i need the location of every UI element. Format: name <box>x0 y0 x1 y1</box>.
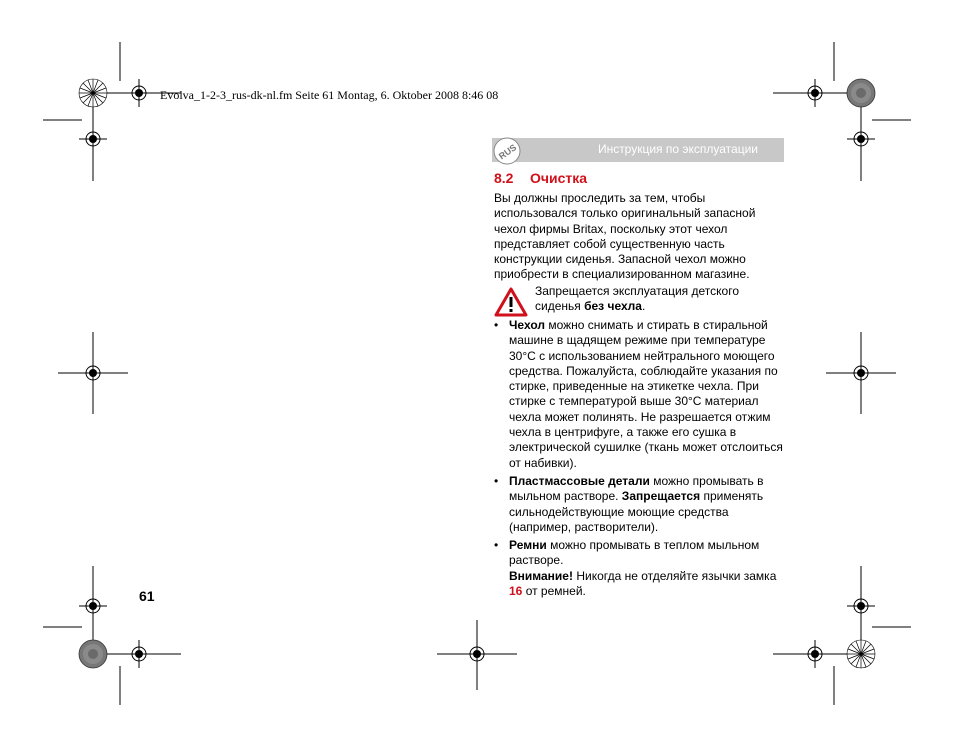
bullet-symbol: • <box>494 473 499 488</box>
warning-text: Запрещается эксплуатация детского сиденья без чехла. <box>535 284 739 314</box>
rus-language-badge <box>492 136 522 166</box>
list-item-cover: • Чехол можно снимать и стирать в стиральной машине в щадящем режиме при температуре 30°C с использованием нейтрального моющего средства. Пожалуйста, соблюдайте указания по стирке, приведенные на этикетке чехла. При стирке с температурой выше 30°C материал чехла может полинять. Не разрешается отжим чехла в центрифуге, а также его сушка в электрической сушилке (ткань может отслоиться от набивки). <box>494 318 783 470</box>
warning-block <box>494 284 786 318</box>
page-number: 61 <box>139 588 155 604</box>
warning-triangle-icon <box>494 287 528 317</box>
list-item-plastic-parts: • Пластмассовые детали можно промывать в мыльном растворе. Запрещается применять сильнодействующие моющие средства (например, растворители). <box>494 473 764 534</box>
section-number: 8.2 <box>494 170 514 186</box>
bullet-symbol: • <box>494 538 499 553</box>
bullet-symbol: • <box>494 318 499 332</box>
list-item-belts: • Ремни можно промывать в теплом мыльном растворе. Внимание! Никогда не отделяйте язычки замка 16 от ремней. <box>494 538 777 599</box>
file-header-text: Evolva_1-2-3_rus-dk-nl.fm Seite 61 Montag, 6. Oktober 2008 8:46 08 <box>160 88 499 102</box>
cleaning-instructions-list <box>494 318 786 602</box>
section-heading <box>494 170 587 186</box>
intro-paragraph: Вы должны проследить за тем, чтобы использовался только оригинальный запасной чехол фирмы Britax, поскольку этот чехол представляет собой существенную часть конструкции сиденья. Запасной чехол можно приобрести в специализированном магазине. <box>494 191 756 282</box>
part-reference: 16 <box>509 584 523 599</box>
attention-label: Внимание! <box>509 568 573 583</box>
rus-badge-label: RUS <box>496 142 519 162</box>
running-header-title: Инструкция по эксплуатации <box>597 142 758 156</box>
running-header-bar <box>492 138 784 162</box>
section-title: Очистка <box>530 170 588 186</box>
